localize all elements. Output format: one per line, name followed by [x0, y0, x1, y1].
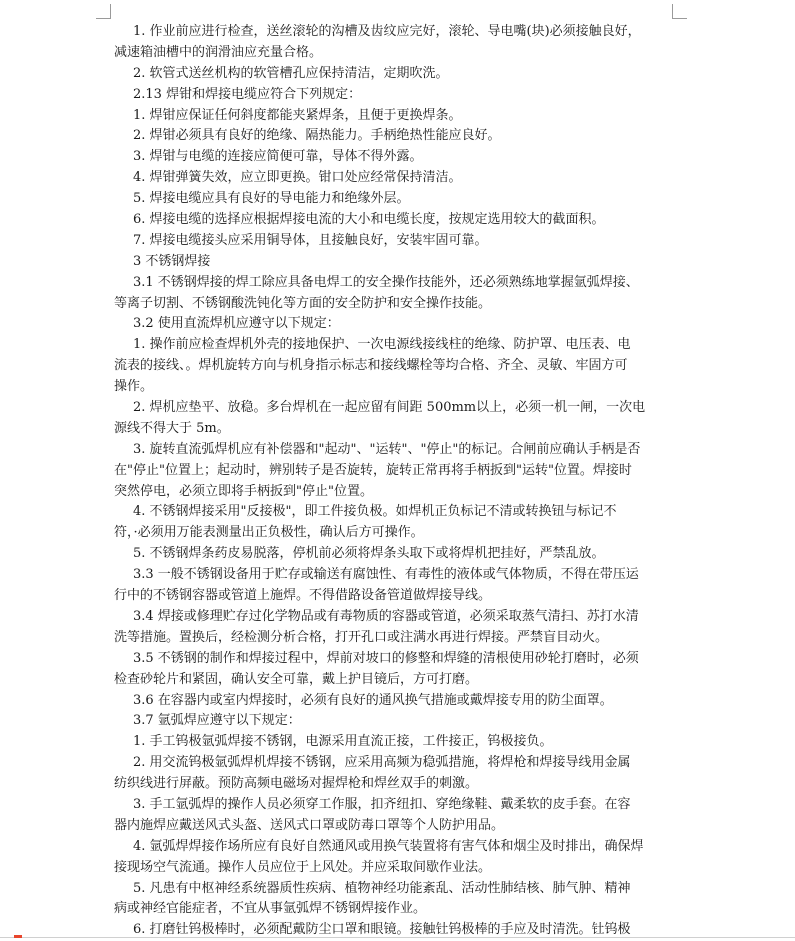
text-line: 2. 焊钳必须具有良好的绝缘、隔热能力。手柄绝热性能应良好。	[133, 128, 501, 144]
text-line: 3.3 一般不锈钢设备用于贮存或输送有腐蚀性、有毒性的液体或气体物质，不得在带压运	[133, 567, 639, 583]
text-line: 6. 打磨钍钨极棒时，必须配戴防尘口罩和眼镜。接触钍钨极棒的手应及时清洗。钍钨极	[133, 922, 631, 938]
text-line: 4. 不锈钢焊接采用"反接极"，即工件接负极。如焊机正负标记不清或转换钮与标记不	[133, 504, 617, 520]
text-line: 2. 软管式送丝机构的软管槽孔应保持清洁，定期吹洗。	[133, 65, 449, 81]
text-line: 纺织线进行屏蔽。预防高频电磁场对握焊枪和焊丝双手的刺激。	[114, 776, 479, 792]
text-line: 3.1 不锈钢焊接的焊工除应具备电焊工的安全操作技能外，还必须熟练地掌握氩弧焊接、	[133, 274, 639, 290]
text-line: 3. 旋转直流弧焊机应有补偿器和"起动"、"运转"、"停止"的标记。合闸前应确认手柄是否	[133, 441, 641, 457]
text-line: 行中的不锈钢容器或管道上施焊。不得借路设备管道做焊接导线。	[114, 588, 492, 604]
page-bottom-border	[0, 937, 795, 938]
text-line: 在"停止"位置上；起动时，辨别转子是否旋转，旋转正常再将手柄扳到"运转"位置。焊接时	[114, 462, 632, 478]
text-line: 2.13 焊钳和焊接电缆应符合下列规定：	[133, 86, 362, 102]
text-line: 1. 作业前应进行检查，送丝滚轮的沟槽及齿纹应完好，滚轮、导电嘴(块)必须接触良好，	[133, 24, 641, 39]
margin-corner-mark-right	[672, 4, 687, 19]
text-line: 减速箱油槽中的润滑油应充量合格。	[114, 44, 323, 60]
text-line: 2. 用交流钨极氩弧焊机焊接不锈钢，应采用高频为稳弧措施，将焊枪和焊接导线用金属	[133, 755, 631, 771]
text-line: 3 不锈钢焊接	[133, 253, 211, 269]
text-line: 3.5 不锈钢的制作和焊接过程中，焊前对坡口的修整和焊缝的清根使用砂轮打磨时，必须	[133, 650, 639, 666]
text-line: 1. 手工钨极氩弧焊接不锈钢，电源采用直流正接，工件接正，钨极接负。	[133, 734, 553, 750]
text-line: 检查砂轮片和紧固，确认安全可靠，戴上护目镜后，方可打磨。	[114, 671, 479, 687]
text-line: 4. 氩弧焊焊接作场所应有良好自然通风或用换气装置将有害气体和烟尘及时排出，确保焊	[133, 838, 644, 854]
text-line: 源线不得大于 5m。	[114, 420, 230, 436]
text-line: 突然停电，必须立即将手柄扳到"停止"位置。	[114, 483, 373, 499]
text-line: 3.6 在容器内或室内焊接时，必须有良好的通风换气措施或戴焊接专用的防尘面罩。	[133, 692, 613, 708]
text-line: 2. 焊机应垫平、放稳。多台焊机在一起应留有间距 500mm以上，必须一机一闸，一次电	[133, 400, 646, 416]
text-line: 3. 手工氩弧焊的操作人员必须穿工作服，扣齐纽扣、穿绝缘鞋、戴柔软的皮手套。在容	[133, 796, 631, 812]
text-line: 接现场空气流通。操作人员应位于上风处。并应采取间歇作业法。	[114, 859, 492, 875]
text-line: 6. 焊接电缆的选择应根据焊接电流的大小和电缆长度，按规定选用较大的截面积。	[133, 212, 605, 228]
document-body[interactable]	[114, 22, 676, 941]
text-line: 等离子切割、不锈钢酸洗钝化等方面的安全防护和安全操作技能。	[114, 295, 492, 311]
text-line: 3.7 氩弧焊应遵守以下规定：	[133, 713, 301, 729]
text-line: 流表的接线、。焊机旋转方向与机身指示标志和接线螺栓等均合格、齐全、灵敏、牢固方可	[114, 358, 628, 374]
text-line: 5. 焊接电缆应具有良好的导电能力和绝缘外层。	[133, 191, 410, 207]
text-line: 4. 焊钳弹簧失效，应立即更换。钳口处应经常保持清洁。	[133, 170, 462, 186]
text-line: 1. 焊钳应保证任何斜度都能夹紧焊条，且便于更换焊条。	[133, 107, 462, 123]
text-line: 5. 不锈钢焊条药皮易脱落，停机前必须将焊条头取下或将焊机把挂好，严禁乱放。	[133, 546, 605, 562]
text-line: 5. 凡患有中枢神经系统器质性疾病、植物神经功能紊乱、活动性肺结核、肺气肿、精神	[133, 880, 631, 896]
text-line: 3.2 使用直流焊机应遵守以下规定：	[133, 316, 340, 332]
text-line: 符，·必须用万能表测量出正负极性，确认后方可操作。	[114, 525, 424, 541]
text-line: 3. 焊钳与电缆的连接应简便可靠，导体不得外露。	[133, 149, 423, 165]
text-line: 器内施焊应戴送风式头盔、送风式口罩或防毒口罩等个人防护用品。	[114, 817, 505, 833]
text-line: 病或神经官能症者，不宜从事氩弧焊不锈钢焊接作业。	[114, 901, 427, 917]
text-line: 3.4 焊接或修理贮存过化学物品或有毒物质的容器或管道，必须采取蒸气清扫、苏打水清	[133, 608, 639, 624]
status-mark	[14, 935, 22, 938]
margin-corner-mark-left	[96, 4, 111, 19]
text-line: 洗等措施。置换后，经检测分析合格，打开孔口或注满水再进行焊接。严禁盲目动火。	[114, 629, 609, 645]
text-line: 操作。	[114, 379, 154, 395]
text-line: 7. 焊接电缆接头应采用铜导体，且接触良好，安装牢固可靠。	[133, 232, 488, 248]
text-line: 1. 操作前应检查焊机外壳的接地保护、一次电源线接线柱的绝缘、防护罩、电压表、电	[133, 337, 631, 353]
